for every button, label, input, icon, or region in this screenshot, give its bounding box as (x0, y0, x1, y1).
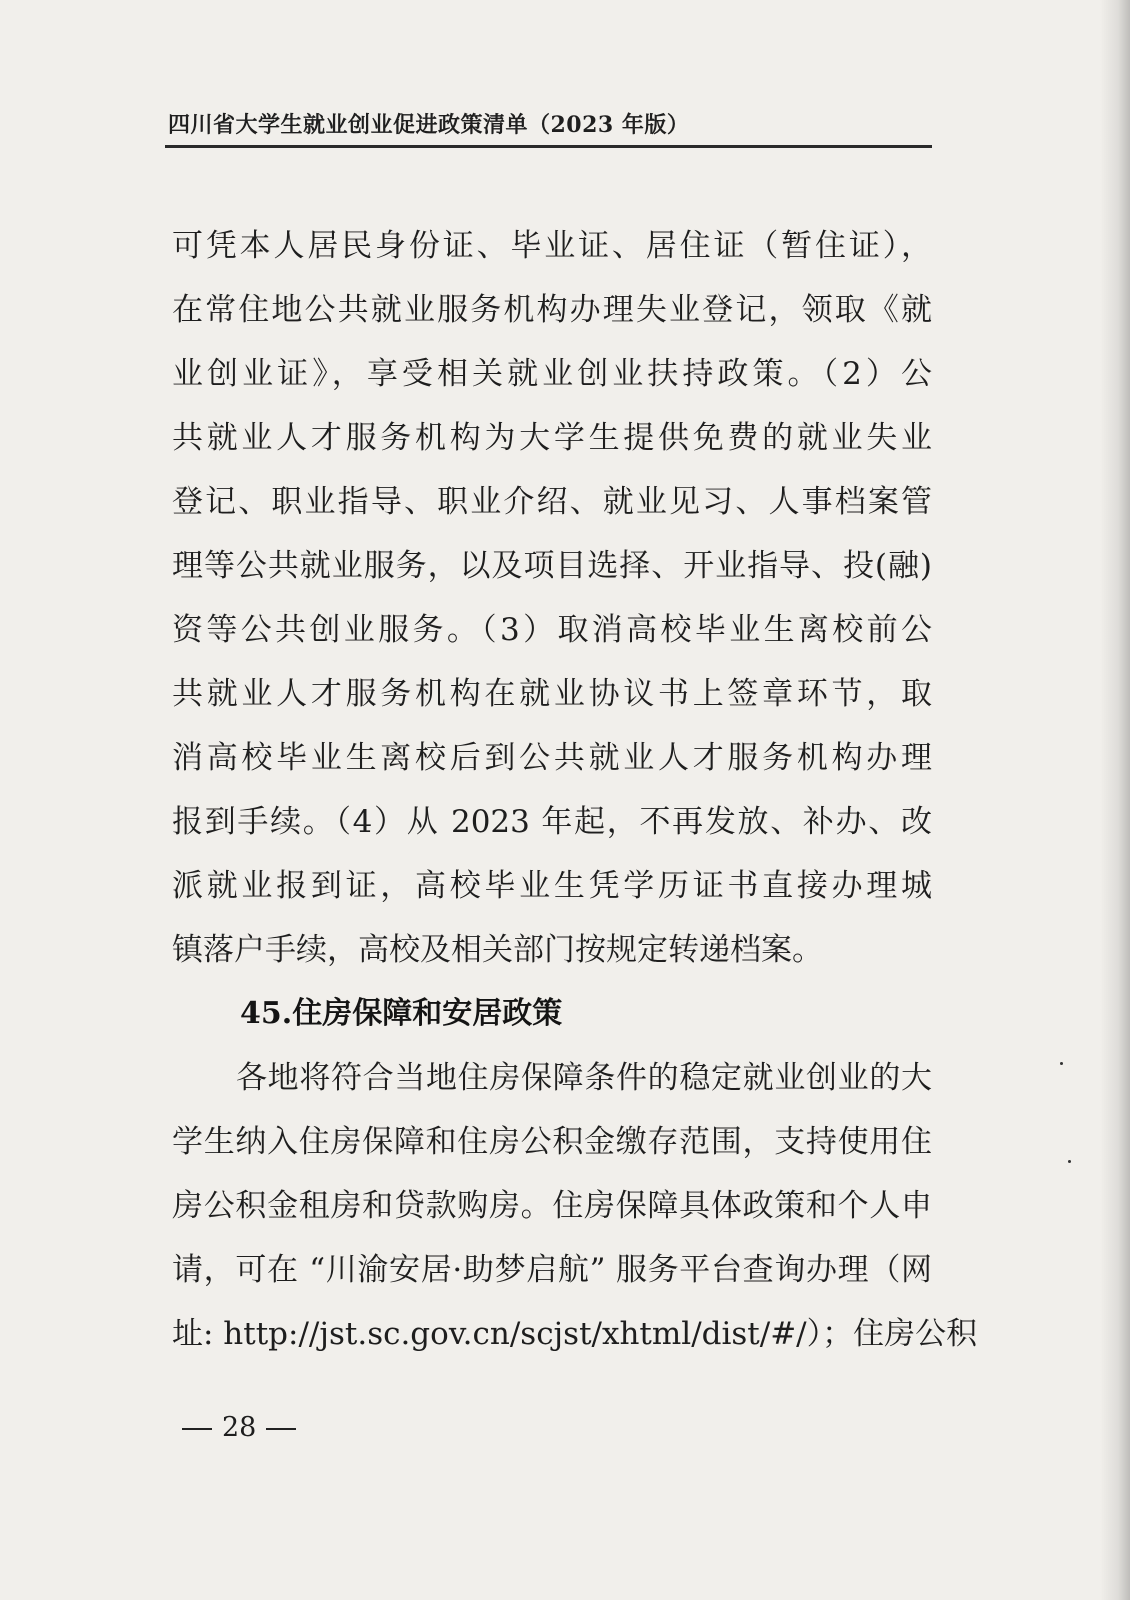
body-line: 派就业报到证，高校毕业生凭学历证书直接办理城 (172, 868, 932, 904)
body-line: 共就业人才服务机构为大学生提供免费的就业失业 (172, 420, 932, 456)
scan-speck (1068, 1160, 1071, 1163)
section-line: 请，可在 “川渝安居·助梦启航” 服务平台查询办理（网 (172, 1252, 932, 1288)
body-line: 业创业证》，享受相关就业创业扶持政策。（2）公 (172, 356, 932, 392)
body-line: 消高校毕业生离校后到公共就业人才服务机构办理 (172, 740, 932, 776)
body-line: 镇落户手续，高校及相关部门按规定转递档案。 (172, 932, 823, 968)
body-line: 登记、职业指导、职业介绍、就业见习、人事档案管 (172, 484, 932, 520)
scan-speck (1060, 1062, 1063, 1065)
body-line: 理等公共就业服务，以及项目选择、开业指导、投(融) (172, 548, 932, 584)
section-line: 各地将符合当地住房保障条件的稳定就业创业的大 (236, 1060, 932, 1096)
section-heading: 45.住房保障和安居政策 (240, 996, 563, 1031)
page-edge-shadow (1100, 0, 1130, 1600)
footer-dash-left (182, 1428, 212, 1430)
body-line: 共就业人才服务机构在就业协议书上签章环节，取 (172, 676, 932, 712)
section-line: 址: http://jst.sc.gov.cn/scjst/xhtml/dist/#/）；住房公积 (172, 1316, 978, 1352)
page-footer (172, 1412, 306, 1443)
section-line: 房公积金租房和贷款购房。住房保障具体政策和个人申 (172, 1188, 932, 1224)
body-text (172, 214, 978, 1366)
body-line: 报到手续。（4）从 2023 年起，不再发放、补办、改 (172, 804, 932, 840)
footer-dash-right (266, 1428, 296, 1430)
page-number: 28 (222, 1412, 257, 1443)
body-line: 资等公共创业服务。（3）取消高校毕业生离校前公 (172, 612, 932, 648)
section-line: 学生纳入住房保障和住房公积金缴存范围，支持使用住 (172, 1124, 932, 1160)
body-line: 可凭本人居民身份证、毕业证、居住证（暂住证）， (172, 228, 932, 264)
body-line: 在常住地公共就业服务机构办理失业登记，领取《就 (172, 292, 932, 328)
header-rule (165, 145, 932, 148)
running-header: 四川省大学生就业创业促进政策清单（2023 年版） (168, 112, 690, 138)
